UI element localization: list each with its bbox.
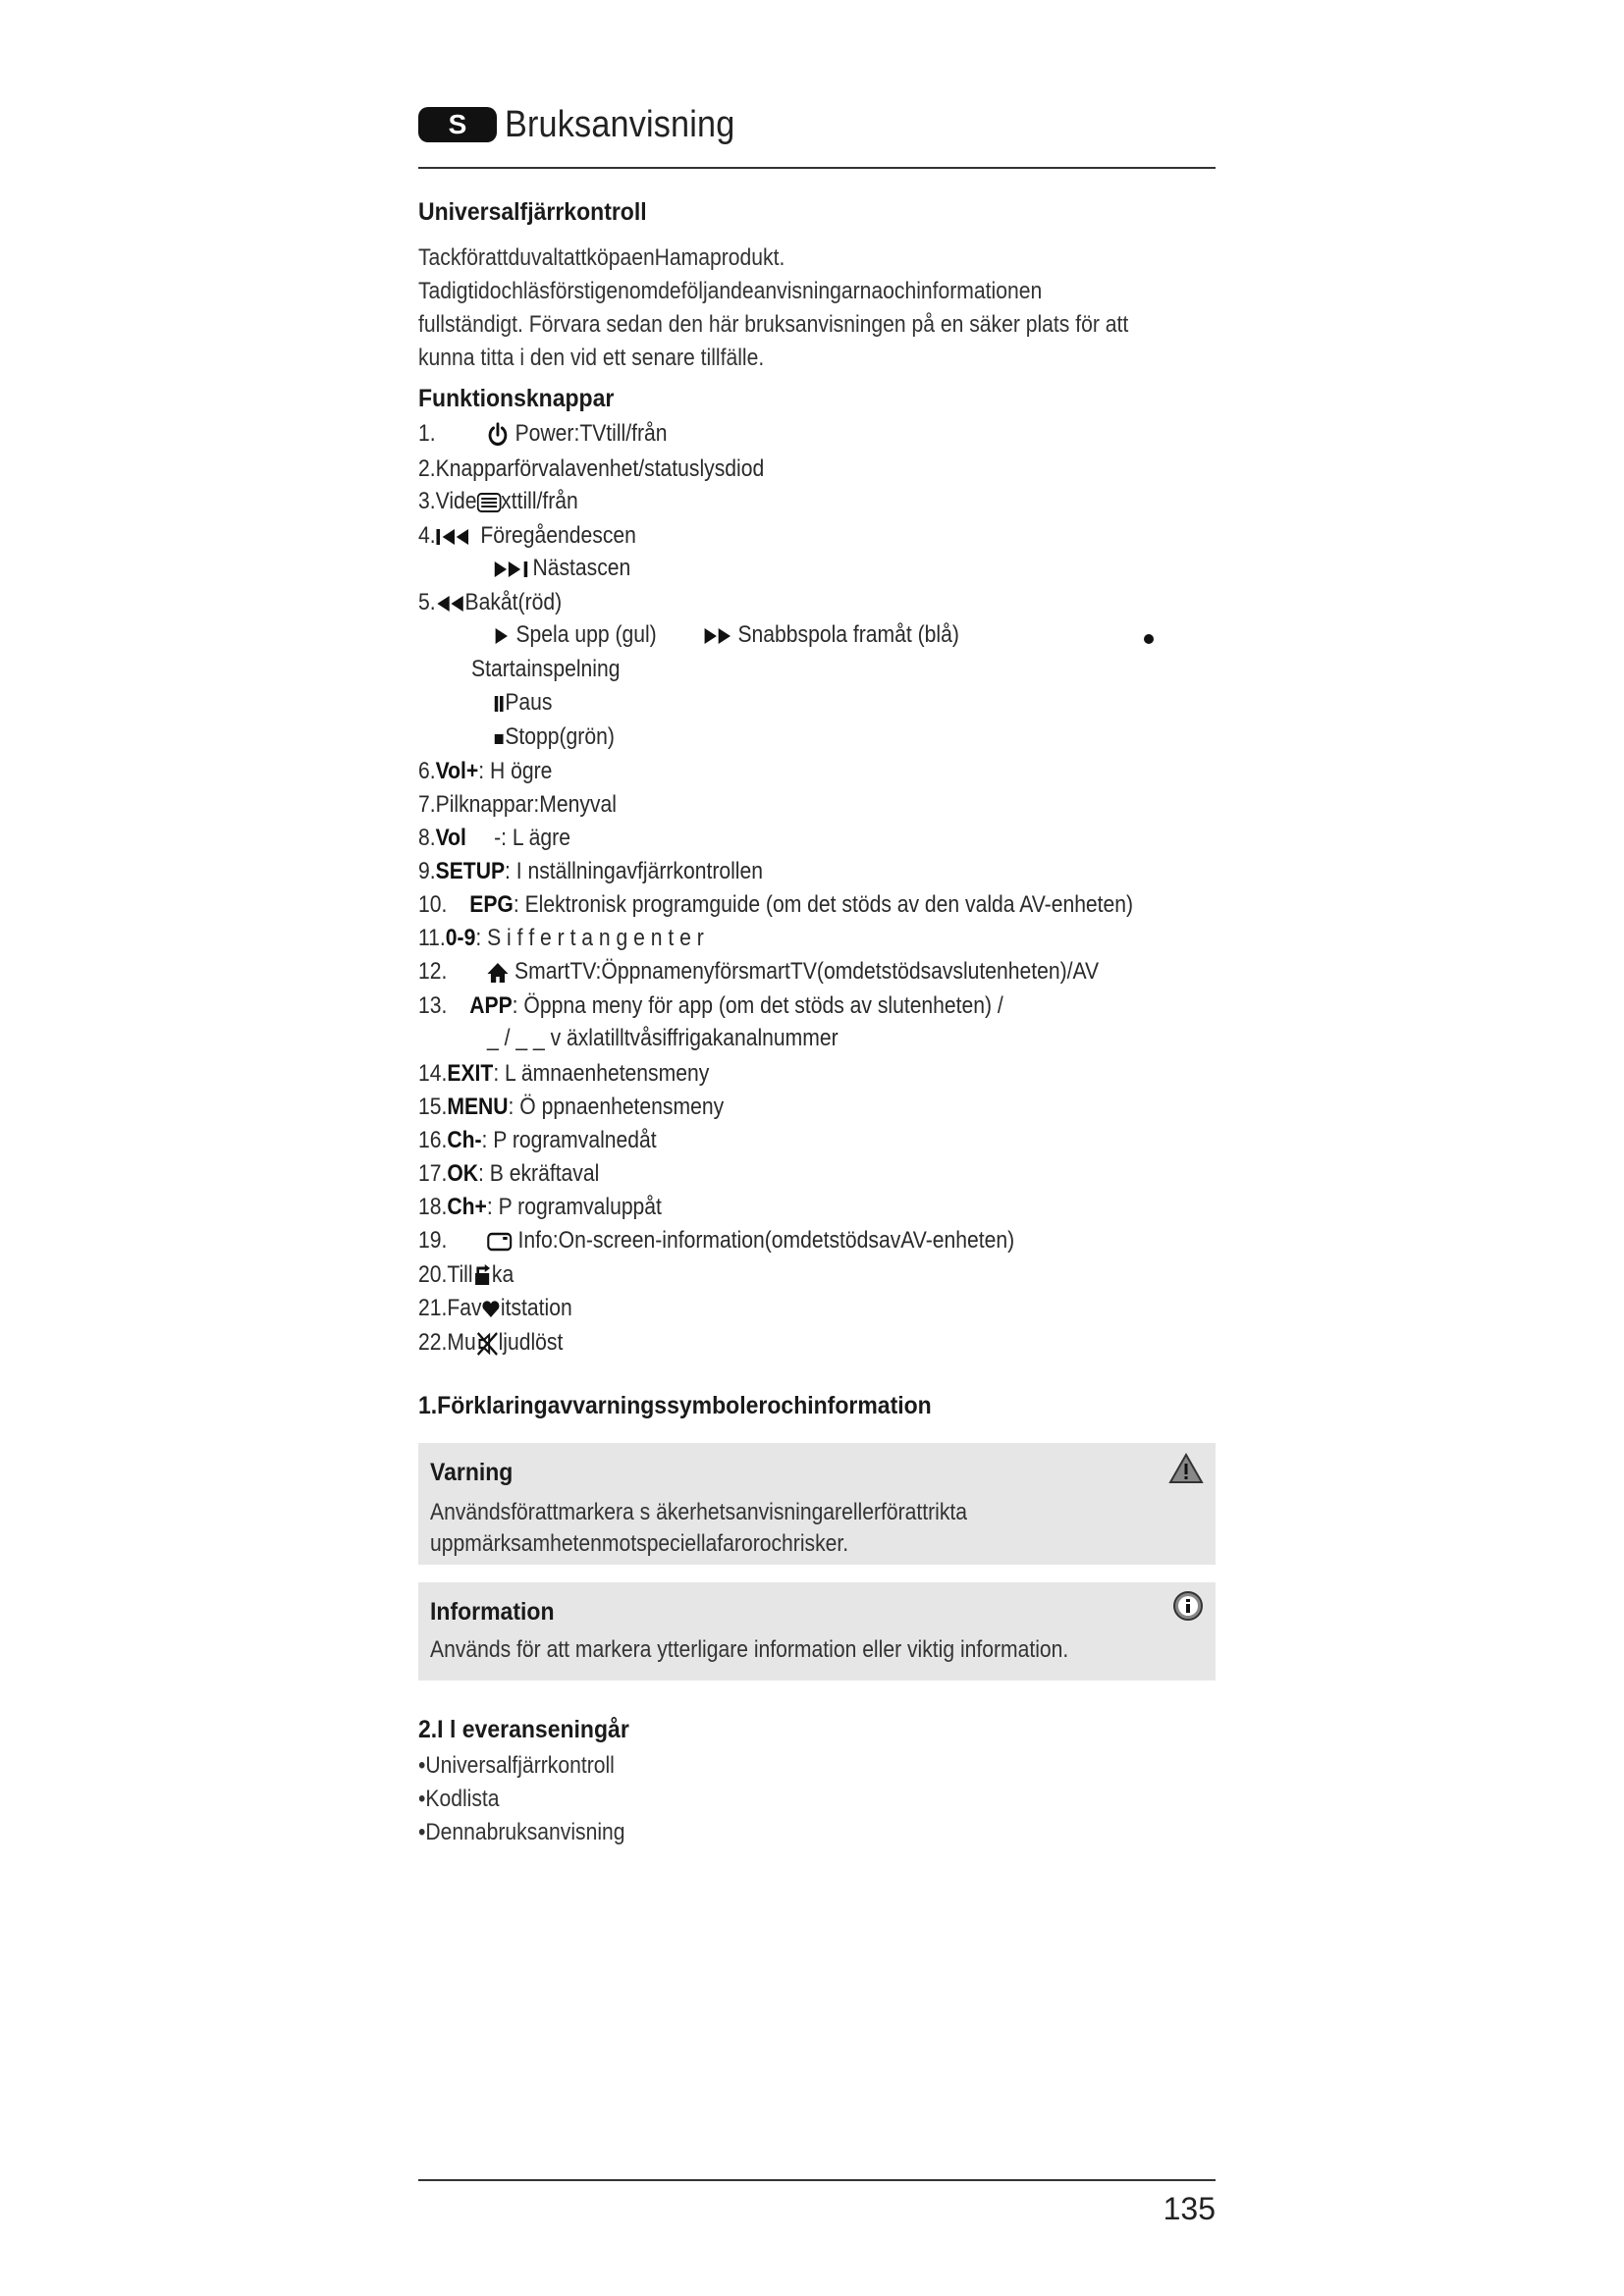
intro-line: kunna titta i den vid ett senare tillfälle. — [418, 345, 765, 371]
info-circle-icon — [1172, 1590, 1204, 1622]
information-title: Information — [430, 1598, 555, 1626]
record-dot-icon — [1143, 633, 1155, 645]
key-row-19: 19. Info:On-screen-information(omdetstödsavAV-enheten) — [418, 1227, 1015, 1254]
delivery-list — [418, 1749, 1216, 1849]
header-title: Bruksanvisning — [505, 103, 735, 145]
key-row-2: 2.Knapparförvalavenhet/statuslysdiod — [418, 455, 765, 482]
key-row-5: 5. Bakåt(röd) — [418, 589, 563, 615]
section1-heading: 1.Förklaringavvarningssymbolerochinformation — [418, 1392, 932, 1419]
key-row-4b: Nästascen — [493, 555, 630, 582]
intro-heading: Universalfjärrkontroll — [418, 198, 647, 226]
key-row-16: 16.Ch-: P rogramvalnedåt — [418, 1127, 657, 1153]
fast-forward-icon — [703, 625, 732, 647]
keys-heading-block — [418, 385, 1216, 413]
stop-icon — [493, 728, 505, 748]
key-row-11: 11.0-9: S i f f e r t a n g e n t e r — [418, 925, 704, 951]
key-row-3: 3.Vide xttill/från — [418, 488, 578, 514]
warning-line: Användsförattmarkera s äkerhetsanvisningarellerförattrikta — [430, 1499, 968, 1525]
mute-icon — [476, 1331, 499, 1357]
heart-icon — [482, 1300, 501, 1319]
back-icon — [473, 1264, 492, 1288]
intro-line: fullständigt. Förvara sedan den här bruksanvisningen på en säker plats för att — [418, 311, 1129, 338]
key-row-22: 22.Mu ljudlöst — [418, 1329, 564, 1356]
warning-box — [418, 1443, 1216, 1565]
section2-block — [418, 1716, 1216, 1744]
key-row-18: 18.Ch+: P rogramvaluppåt — [418, 1194, 662, 1220]
intro-section — [418, 198, 1216, 227]
key-row-5e: Stopp(grön) — [493, 723, 615, 751]
information-box — [418, 1582, 1216, 1681]
key-row-4: 4. Föregåendescen — [418, 522, 636, 549]
key-row-9: 9.SETUP: I nställningavfjärrkontrollen — [418, 858, 763, 884]
intro-text — [418, 241, 1216, 375]
page-header — [418, 104, 761, 145]
key-row-12: 12. SmartTV:ÖppnamenyförsmartTV(omdetstödsavslutenheten)/AV — [418, 958, 1100, 985]
intro-line: TackförattduvaltattköpaenHamaprodukt. — [418, 244, 785, 271]
key-row-21: 21.Fav itstation — [418, 1295, 572, 1321]
keys-heading: Funktionsknappar — [418, 385, 615, 412]
info-screen-icon — [486, 1231, 512, 1253]
intro-line: Tadigtidochläsförstigenomdeföljandeanvisningarnaochinformationen — [418, 278, 1043, 304]
warning-triangle-icon — [1168, 1453, 1204, 1484]
skip-back-icon — [436, 526, 481, 548]
pause-icon — [493, 694, 505, 714]
warning-line: uppmärksamhetenmotspeciellafarorochrisker. — [430, 1530, 849, 1557]
key-row-5b: Spela upp (gul) Snabbspola framåt (blå) — [493, 621, 959, 649]
key-row-10: 10. EPG: Elektronisk programguide (om det stöds av den valda AV-enheten) — [418, 891, 1134, 918]
key-row-17: 17.OK: B ekräftaval — [418, 1160, 600, 1187]
page-number: 135 — [1163, 2191, 1216, 2226]
list-item: •Universalfjärrkontroll — [418, 1752, 615, 1779]
footer-rule — [418, 2179, 1216, 2181]
information-text: Används för att markera ytterligare information eller viktig information. — [430, 1636, 1069, 1663]
warning-title: Varning — [430, 1459, 514, 1486]
header-rule — [418, 167, 1216, 169]
key-row-1: 1. Power:TVtill/från — [418, 420, 668, 447]
key-row-13b: _ / _ _ v äxlatilltvåsiffrigakanalnummer — [487, 1025, 839, 1051]
power-icon — [487, 422, 510, 448]
list-item: •Kodlista — [418, 1786, 500, 1812]
key-row-20: 20.Till ka — [418, 1261, 514, 1288]
play-icon — [493, 625, 511, 647]
key-row-7: 7.Pilknappar:Menyval — [418, 791, 617, 818]
key-row-13: 13. APP: Öppna meny för app (om det stöds av slutenheten) / — [418, 992, 1003, 1019]
home-icon — [486, 961, 509, 985]
key-row-5c: Startainspelning — [471, 656, 621, 682]
rewind-icon — [436, 593, 465, 614]
section2-heading: 2.I l everanseningår — [418, 1716, 629, 1743]
list-item: •Dennabruksanvisning — [418, 1819, 625, 1845]
key-row-5d: Paus — [493, 689, 552, 717]
manual-page — [418, 0, 1216, 2296]
language-badge: S — [418, 107, 497, 142]
section1-block — [418, 1392, 1216, 1420]
key-row-6: 6.Vol+: H ögre — [418, 758, 553, 784]
teletext-icon — [477, 493, 502, 512]
key-row-14: 14.EXIT: L ämnaenhetensmeny — [418, 1060, 710, 1087]
key-row-8: 8.Vol -: L ägre — [418, 825, 570, 851]
skip-forward-icon — [493, 559, 532, 580]
key-row-15: 15.MENU: Ö ppnaenhetensmeny — [418, 1094, 725, 1120]
